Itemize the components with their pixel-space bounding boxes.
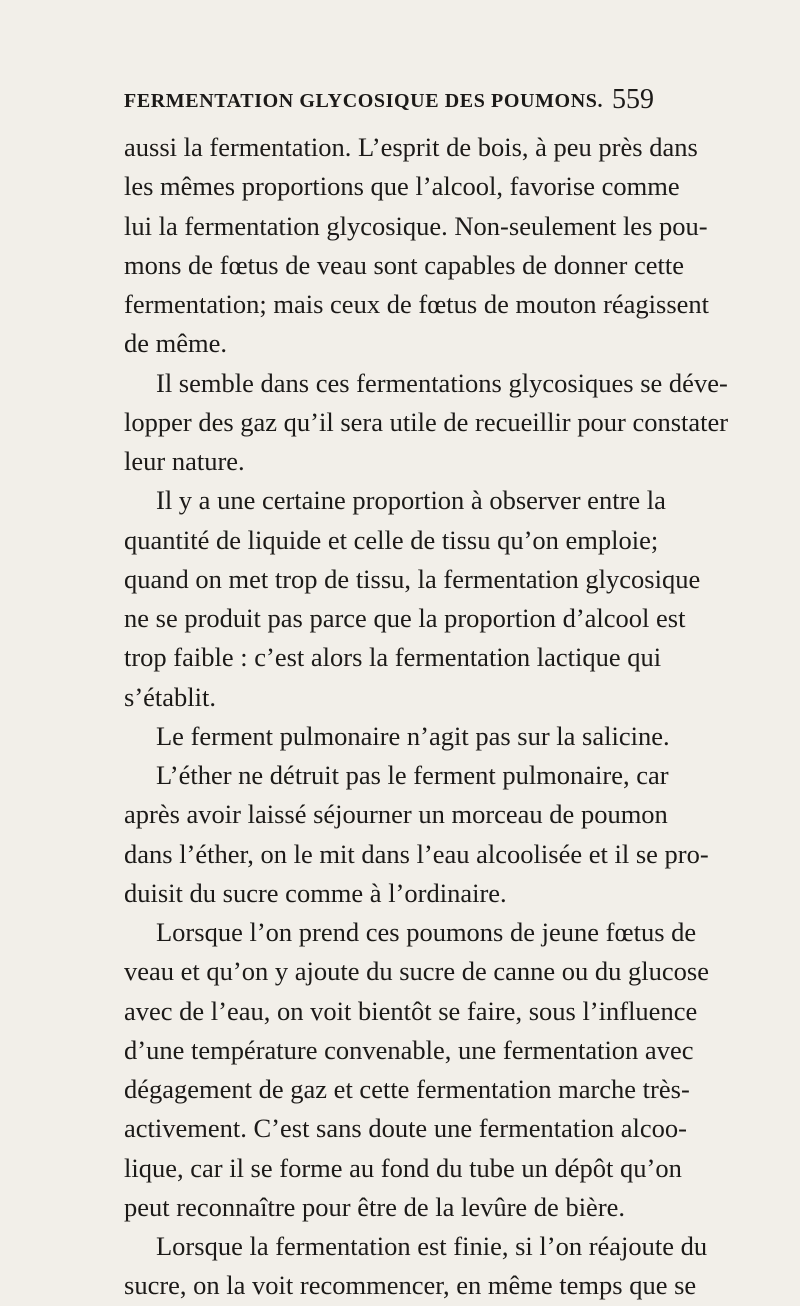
text-line: d’une température convenable, une fermentation avec bbox=[124, 1034, 694, 1065]
text-line: veau et qu’on y ajoute du sucre de canne ou du glucose bbox=[124, 956, 710, 987]
text-line: trop faible : c’est alors la fermentation lactique qui bbox=[124, 642, 662, 673]
text-line: Lorsque l’on prend ces poumons de jeune fœtus de bbox=[156, 917, 697, 947]
text-line: activement. C’est sans doute une fermentation alcoo- bbox=[124, 1113, 687, 1144]
page-number: 559 bbox=[612, 84, 654, 115]
text-line: sucre, on la voit recommencer, en même temps que se bbox=[124, 1270, 697, 1301]
text-line: ne se produit pas parce que la proportion d’alcool est bbox=[124, 603, 686, 633]
running-title: FERMENTATION GLYCOSIQUE DES POUMONS. bbox=[124, 90, 604, 112]
running-header bbox=[124, 84, 654, 122]
text-line: L’éther ne détruit pas le ferment pulmonaire, car bbox=[156, 760, 669, 790]
text-line: leur nature. bbox=[124, 446, 245, 476]
text-line: après avoir laissé séjourner un morceau de poumon bbox=[124, 799, 668, 830]
text-line: Il semble dans ces fermentations glycosiques se déve- bbox=[156, 367, 728, 398]
text-line: lopper des gaz qu’il sera utile de recueillir pour constater bbox=[124, 406, 729, 437]
text-line: duisit du sucre comme à l’ordinaire. bbox=[124, 877, 507, 908]
text-line: Le ferment pulmonaire n’agit pas sur la salicine. bbox=[156, 720, 670, 751]
text-line: lique, car il se forme au fond du tube un dépôt qu’on bbox=[124, 1152, 682, 1183]
text-line: quantité de liquide et celle de tissu qu’on emploie; bbox=[124, 524, 659, 555]
text-line: peut reconnaître pour être de la levûre de bière. bbox=[124, 1191, 626, 1222]
text-line: mons de fœtus de veau sont capables de donner cette bbox=[124, 249, 684, 280]
text-line: dégagement de gaz et cette fermentation marche très- bbox=[124, 1074, 690, 1104]
text-line: les mêmes proportions que l’alcool, favorise comme bbox=[124, 171, 680, 202]
text-line: avec de l’eau, on voit bientôt se faire, sous l’influence bbox=[124, 995, 698, 1026]
text-line: aussi la fermentation. L’esprit de bois, à peu près dans bbox=[124, 132, 698, 162]
body-text bbox=[124, 128, 729, 1306]
text-line: Il y a une certaine proportion à observer entre la bbox=[156, 485, 666, 516]
text-line: dans l’éther, on le mit dans l’eau alcoolisée et il se pro- bbox=[124, 838, 709, 869]
text-line: fermentation; mais ceux de fœtus de mouton réagissent bbox=[124, 289, 710, 319]
text-line: Lorsque la fermentation est finie, si l’on réajoute du bbox=[156, 1231, 708, 1261]
text-line: quand on met trop de tissu, la fermentation glycosique bbox=[124, 563, 701, 594]
text-line: de même. bbox=[124, 328, 228, 359]
text-line: s’établit. bbox=[124, 681, 216, 712]
text-line: lui la fermentation glycosique. Non-seulement les pou- bbox=[124, 210, 708, 241]
